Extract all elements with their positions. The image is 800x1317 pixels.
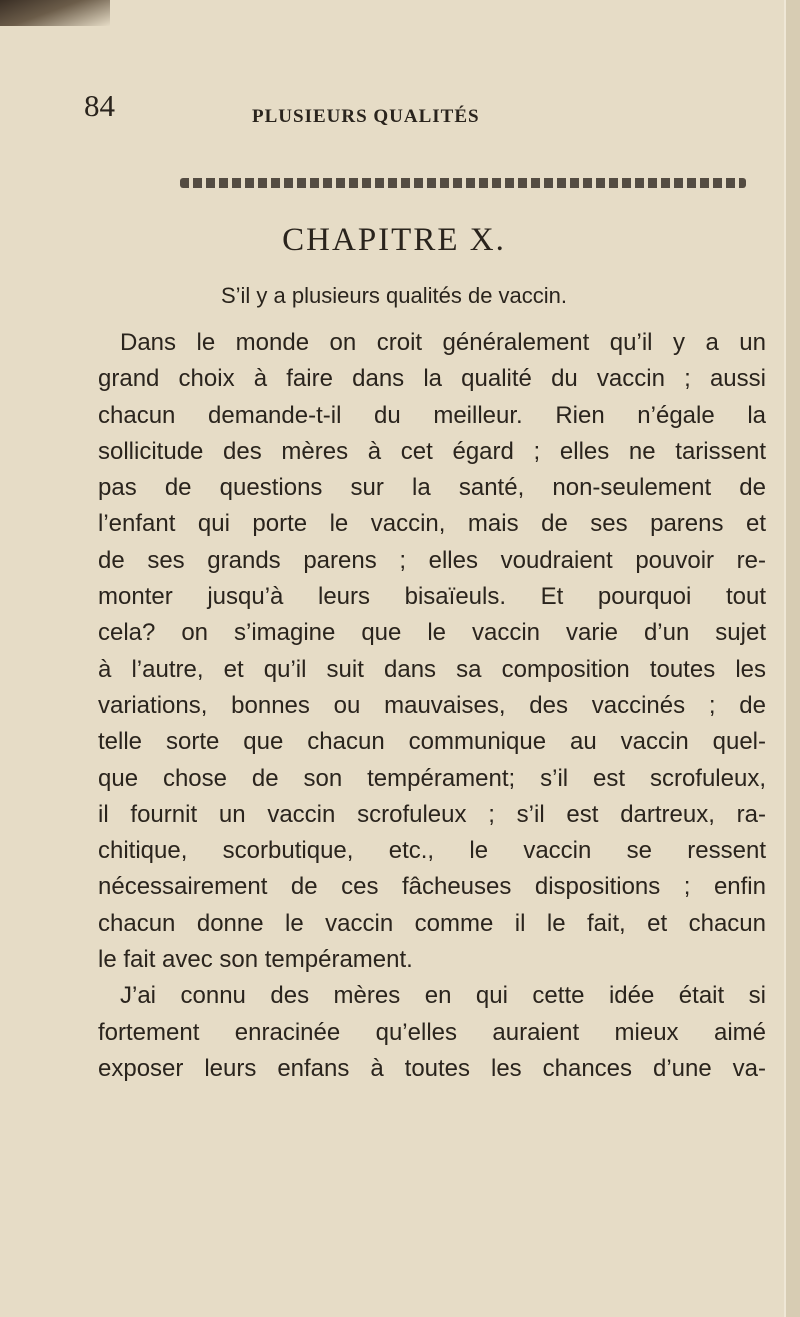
text-line: chacun demande-t-il du meilleur. Rien n’égale la [98, 401, 766, 429]
text-line: exposer leurs enfans à toutes les chances d’une va- [98, 1054, 766, 1082]
text-line: de ses grands parens ; elles voudraient pouvoir re- [98, 546, 766, 574]
text-line: l’enfant qui porte le vaccin, mais de ses parens et [98, 510, 766, 538]
text-line: nécessairement de ces fâcheuses dispositions ; enfin [98, 873, 766, 901]
text-line: sollicitude des mères à cet égard ; elles ne tarissent [98, 437, 766, 465]
page-number: 84 [84, 88, 115, 123]
text-line: grand choix à faire dans la qualité du vaccin ; aussi [98, 365, 766, 393]
text-line: cela? on s’imagine que le vaccin varie d’un sujet [98, 619, 766, 647]
chapter-title: CHAPITRE X. [282, 222, 506, 258]
text-line: monter jusqu’à leurs bisaïeuls. Et pourquoi tout [98, 583, 766, 611]
text-line: pas de questions sur la santé, non-seulement de [98, 474, 766, 502]
text-line: chacun donne le vaccin comme il le fait, et chacun [98, 909, 766, 937]
text-line: telle sorte que chacun communique au vaccin quel- [98, 728, 766, 756]
page-corner-shadow [0, 0, 110, 26]
text-line: chitique, scorbutique, etc., le vaccin se ressent [98, 837, 766, 865]
text-line: il fournit un vaccin scrofuleux ; s’il est dartreux, ra- [98, 800, 766, 828]
ornamental-rule [180, 178, 746, 188]
text-line: à l’autre, et qu’il suit dans sa composition toutes les [98, 655, 766, 683]
chapter-subtitle: S’il y a plusieurs qualités de vaccin. [220, 283, 568, 308]
facing-page-edge [784, 0, 800, 1317]
running-title: PLUSIEURS QUALITÉS [252, 106, 480, 127]
body-text [98, 325, 766, 1087]
text-line: fortement enracinée qu’elles auraient mieux aimé [98, 1018, 766, 1046]
text-line: variations, bonnes ou mauvaises, des vaccinés ; de [98, 691, 766, 719]
text-line: J’ai connu des mères en qui cette idée était si [120, 982, 766, 1010]
text-line: que chose de son tempérament; s’il est scrofuleux, [98, 764, 766, 792]
text-line: le fait avec son tempérament. [98, 946, 413, 974]
text-line: Dans le monde on croit généralement qu’il y a un [120, 329, 766, 356]
page-header [0, 88, 788, 148]
